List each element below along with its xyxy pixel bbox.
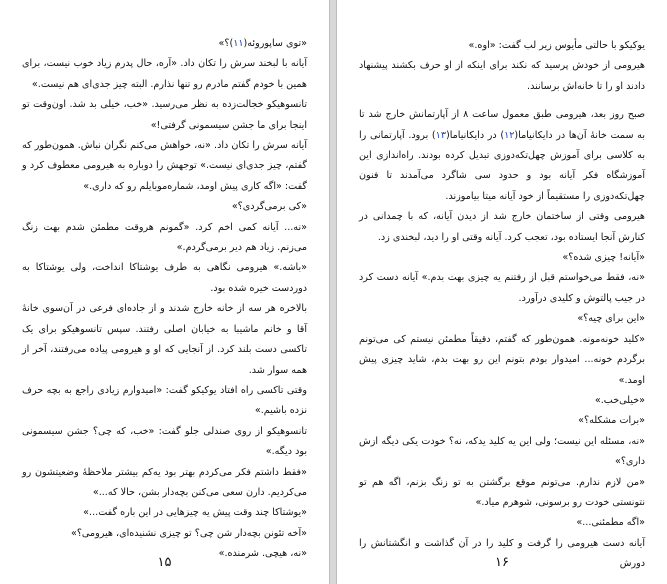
paragraph: وقتی تاکسی راه افتاد یوکیکو گفت: «امیدوارم زیادی راجع به بچه حرف نزده باشیم.» [22, 384, 307, 417]
footnote-ref[interactable]: ۱۳ [435, 129, 446, 141]
paragraph: «نه، فقط می‌خواستم قبل از رفتنم یه چیزی بهت بدم.» آیانه دست کرد در جیب پالتوش و کلیدی درآورد. [359, 272, 645, 304]
paragraph: «یوشتاکا چند وقت پیش یه چیزهایی در این باره گفت...» [83, 507, 307, 519]
paragraph: هیرومی از خودش پرسید که نکند برای اینکه از او حرف بکشند پیشنهاد دادند او را تا خانه‌اش برسانند. [359, 60, 645, 92]
paragraph: آیانه سرش را تکان داد. «نه، خواهش می‌کنم نگران نباش. همون‌طور که گفتم، چیز جدی‌ای نیست.» توجهش را دوباره به هیرومی معطوف کرد و گفت: «اگه کاری پیش اومد، شماره‌موبایلم رو که داری.» [22, 140, 307, 192]
paragraph: «اگه مطمئنی...» [576, 517, 645, 529]
paragraph: آیانه دست هیرومی را گرفت و کلید را در آن گذاشت و انگشتانش را دورش [359, 537, 645, 570]
page-number: ۱۵ [157, 555, 172, 570]
paragraph: «آخه تئونن بچه‌دار شن چی؟ تو چیزی نشنیده‌ای، هیرومی؟» [70, 527, 307, 539]
right-page [336, 0, 667, 584]
paragraph: بالاخره هر سه از خانه خارج شدند و از جاده‌ای فرعی در آن‌سوی خانهٔ آقا و خانم ماشیبا به خیابان اصلی رفتند. سپس تانسوهیکو برای یک تاکسی دست بلند کرد. از آنجایی که او و هیرومی پیاده می‌رفتند، آخر از همه سوار شد. [22, 303, 307, 376]
paragraph: «نه، هیچی. شرمنده.» [218, 548, 307, 560]
paragraph: «خیلی‌خب.» [594, 394, 645, 406]
paragraph: آیانه با لبخند سرش را تکان داد. «آره، حال پدرم زیاد خوب نیست، برای همین با خودم گفتم مادرم رو تنها نذارم. البته چیز جدی‌ای هم نیست.» [22, 58, 307, 90]
page-number: ۱۶ [495, 555, 509, 570]
paragraph: هیرومی وقتی از ساختمان خارج شد از دیدن آیانه، که با چمدانی در کنارش آنجا ایستاده بود، تعجب کرد. آیانه وقتی او را دید، لبخندی زد. [359, 211, 645, 243]
left-page-text [22, 34, 307, 565]
paragraph: صبح روز بعد، هیرومی طبق معمول ساعت ۸ از آپارتمانش خارج شد تا به سمت خانهٔ آن‌ها در دایکانیاما(۱۲) در دایکانیاما(۱۳) برود. آپارتمانی را به کلاسی برای آموزش چهل‌تکه‌دوزی تبدیل کرده بودند. راه‌اندازی این آموزشگاه فکر آیانه بود و حدود سی شاگرد می‌آمدند تا فنون چهل‌تکه‌دوزی را مستقیماً از خود آیانه میتا بیاموزند. [359, 109, 645, 202]
paragraph: «برات مشکله؟» [578, 415, 645, 427]
paragraph: «آیانه! چیزی شده؟» [562, 252, 645, 264]
paragraph: «من لازم ندارم. می‌تونم موقع برگشتن به تو زنگ بزنم، اگه هم تو نتونستی خودت رو برسونی، شوهرم میاد.» [359, 476, 645, 508]
paragraph: «باشه.» هیرومی نگاهی به طرف یوشتاکا انداخت، ولی یوشتاکا به دوردست خیره شده بود. [22, 262, 307, 294]
paragraph: تانسوهیکو خجالت‌زده به نظر می‌رسید. «خب، خیلی بد شد. اون‌وقت تو اینجا برای ما جشن سیسمونی گرفتی!» [22, 99, 307, 131]
paragraph: «نه، مسئله این نیست؛ ولی این یه کلید یدکه، نه؟ خودت یکی دیگه ازش داری؟» [359, 435, 645, 468]
paragraph: «فقط داشتم فکر می‌کردم بهتر بود یه‌کم بیشتر ملاحظهٔ وضعیتشون رو می‌کردیم. دارن سعی می‌کنن بچه‌دار بشن، حالا که...» [22, 466, 307, 498]
paragraph: تانسوهیکو از روی صندلی جلو گفت: «خب، که چی؟ جشن سیسمونی بود دیگه.» [22, 425, 307, 458]
footnote-ref[interactable]: ۱۱ [233, 38, 244, 49]
paragraph: «نه... آیانه کمی اخم کرد. «گمونم هروقت مطمئن شدم بهت زنگ می‌زنم. زیاد هم دیر برمی‌گردم.» [22, 221, 307, 254]
paragraph: «توی ساپوروئه(۱۱)؟» [218, 38, 307, 49]
right-page-text [359, 36, 645, 575]
paragraph: «این برای چیه؟» [577, 313, 645, 325]
footnote-ref[interactable]: ۱۲ [504, 129, 515, 141]
paragraph: یوکیکو با حالتی مأیوس زیر لب گفت: «اوه.» [468, 40, 645, 51]
paragraph: «کلید خونه‌مونه. همون‌طور که گفتم، دقیقاً مطمئن نیستم کی می‌تونم برگردم خونه... امیدوار بودم بتونم این رو بهت بدم، شاید چیزی پیش اومد.» [359, 333, 645, 386]
paragraph: «کی برمی‌گردی؟» [231, 201, 307, 213]
left-page [0, 0, 330, 584]
